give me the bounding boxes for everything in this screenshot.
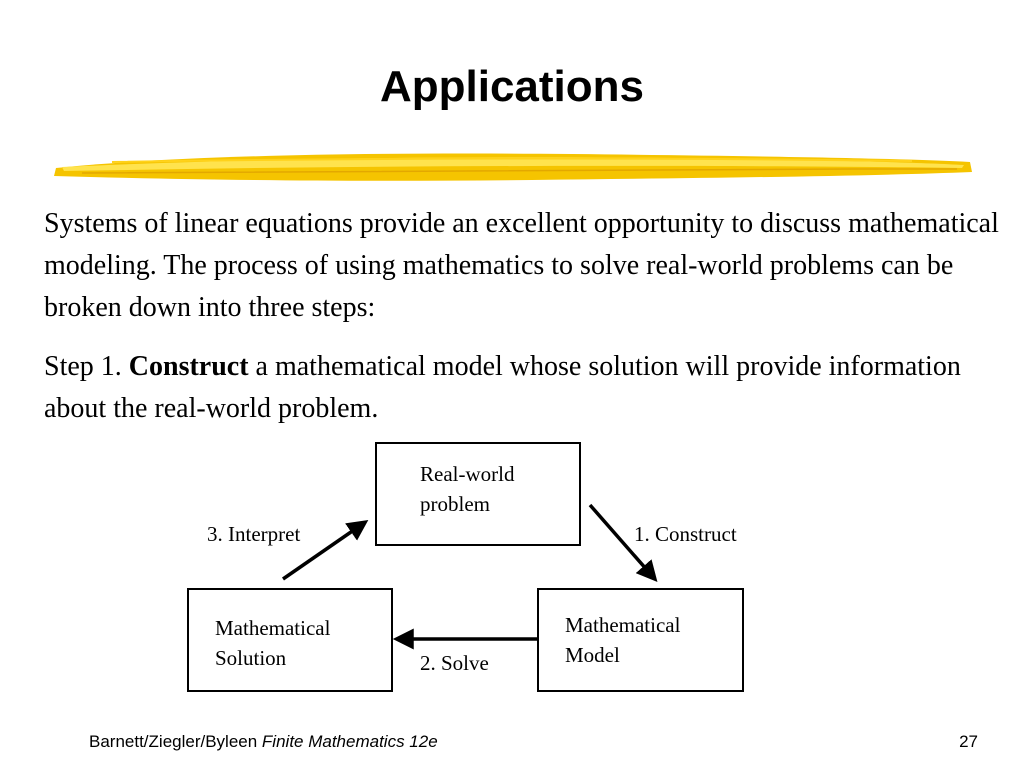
solution-line1: Mathematical	[215, 616, 331, 640]
step-prefix: Step 1.	[44, 351, 129, 382]
model-line1: Mathematical	[565, 613, 681, 637]
solve-label: 2. Solve	[420, 651, 489, 675]
footer-authors: Barnett/Ziegler/Byleen	[89, 732, 262, 751]
step-keyword: Construct	[128, 351, 249, 382]
model-line2: Model	[565, 643, 620, 667]
construct-label: 1. Construct	[634, 522, 737, 546]
real-world-line1: Real-world	[420, 462, 515, 486]
step-text: a mathematical model whose solution will provide information about the real-world problem.	[44, 351, 961, 424]
footer-citation	[89, 732, 438, 752]
real-world-line2: problem	[420, 492, 490, 516]
page-number: 27	[959, 732, 978, 751]
footer-book-title: Finite Mathematics 12e	[261, 732, 438, 751]
interpret-label: 3. Interpret	[207, 522, 301, 546]
intro-paragraph: Systems of linear equations provide an excellent opportunity to discuss mathematical modeling. The process of using mathematics to solve real-world problems can be broken down into three steps:	[44, 208, 999, 323]
solution-line2: Solution	[215, 646, 287, 670]
slide-title: Applications	[379, 62, 645, 111]
